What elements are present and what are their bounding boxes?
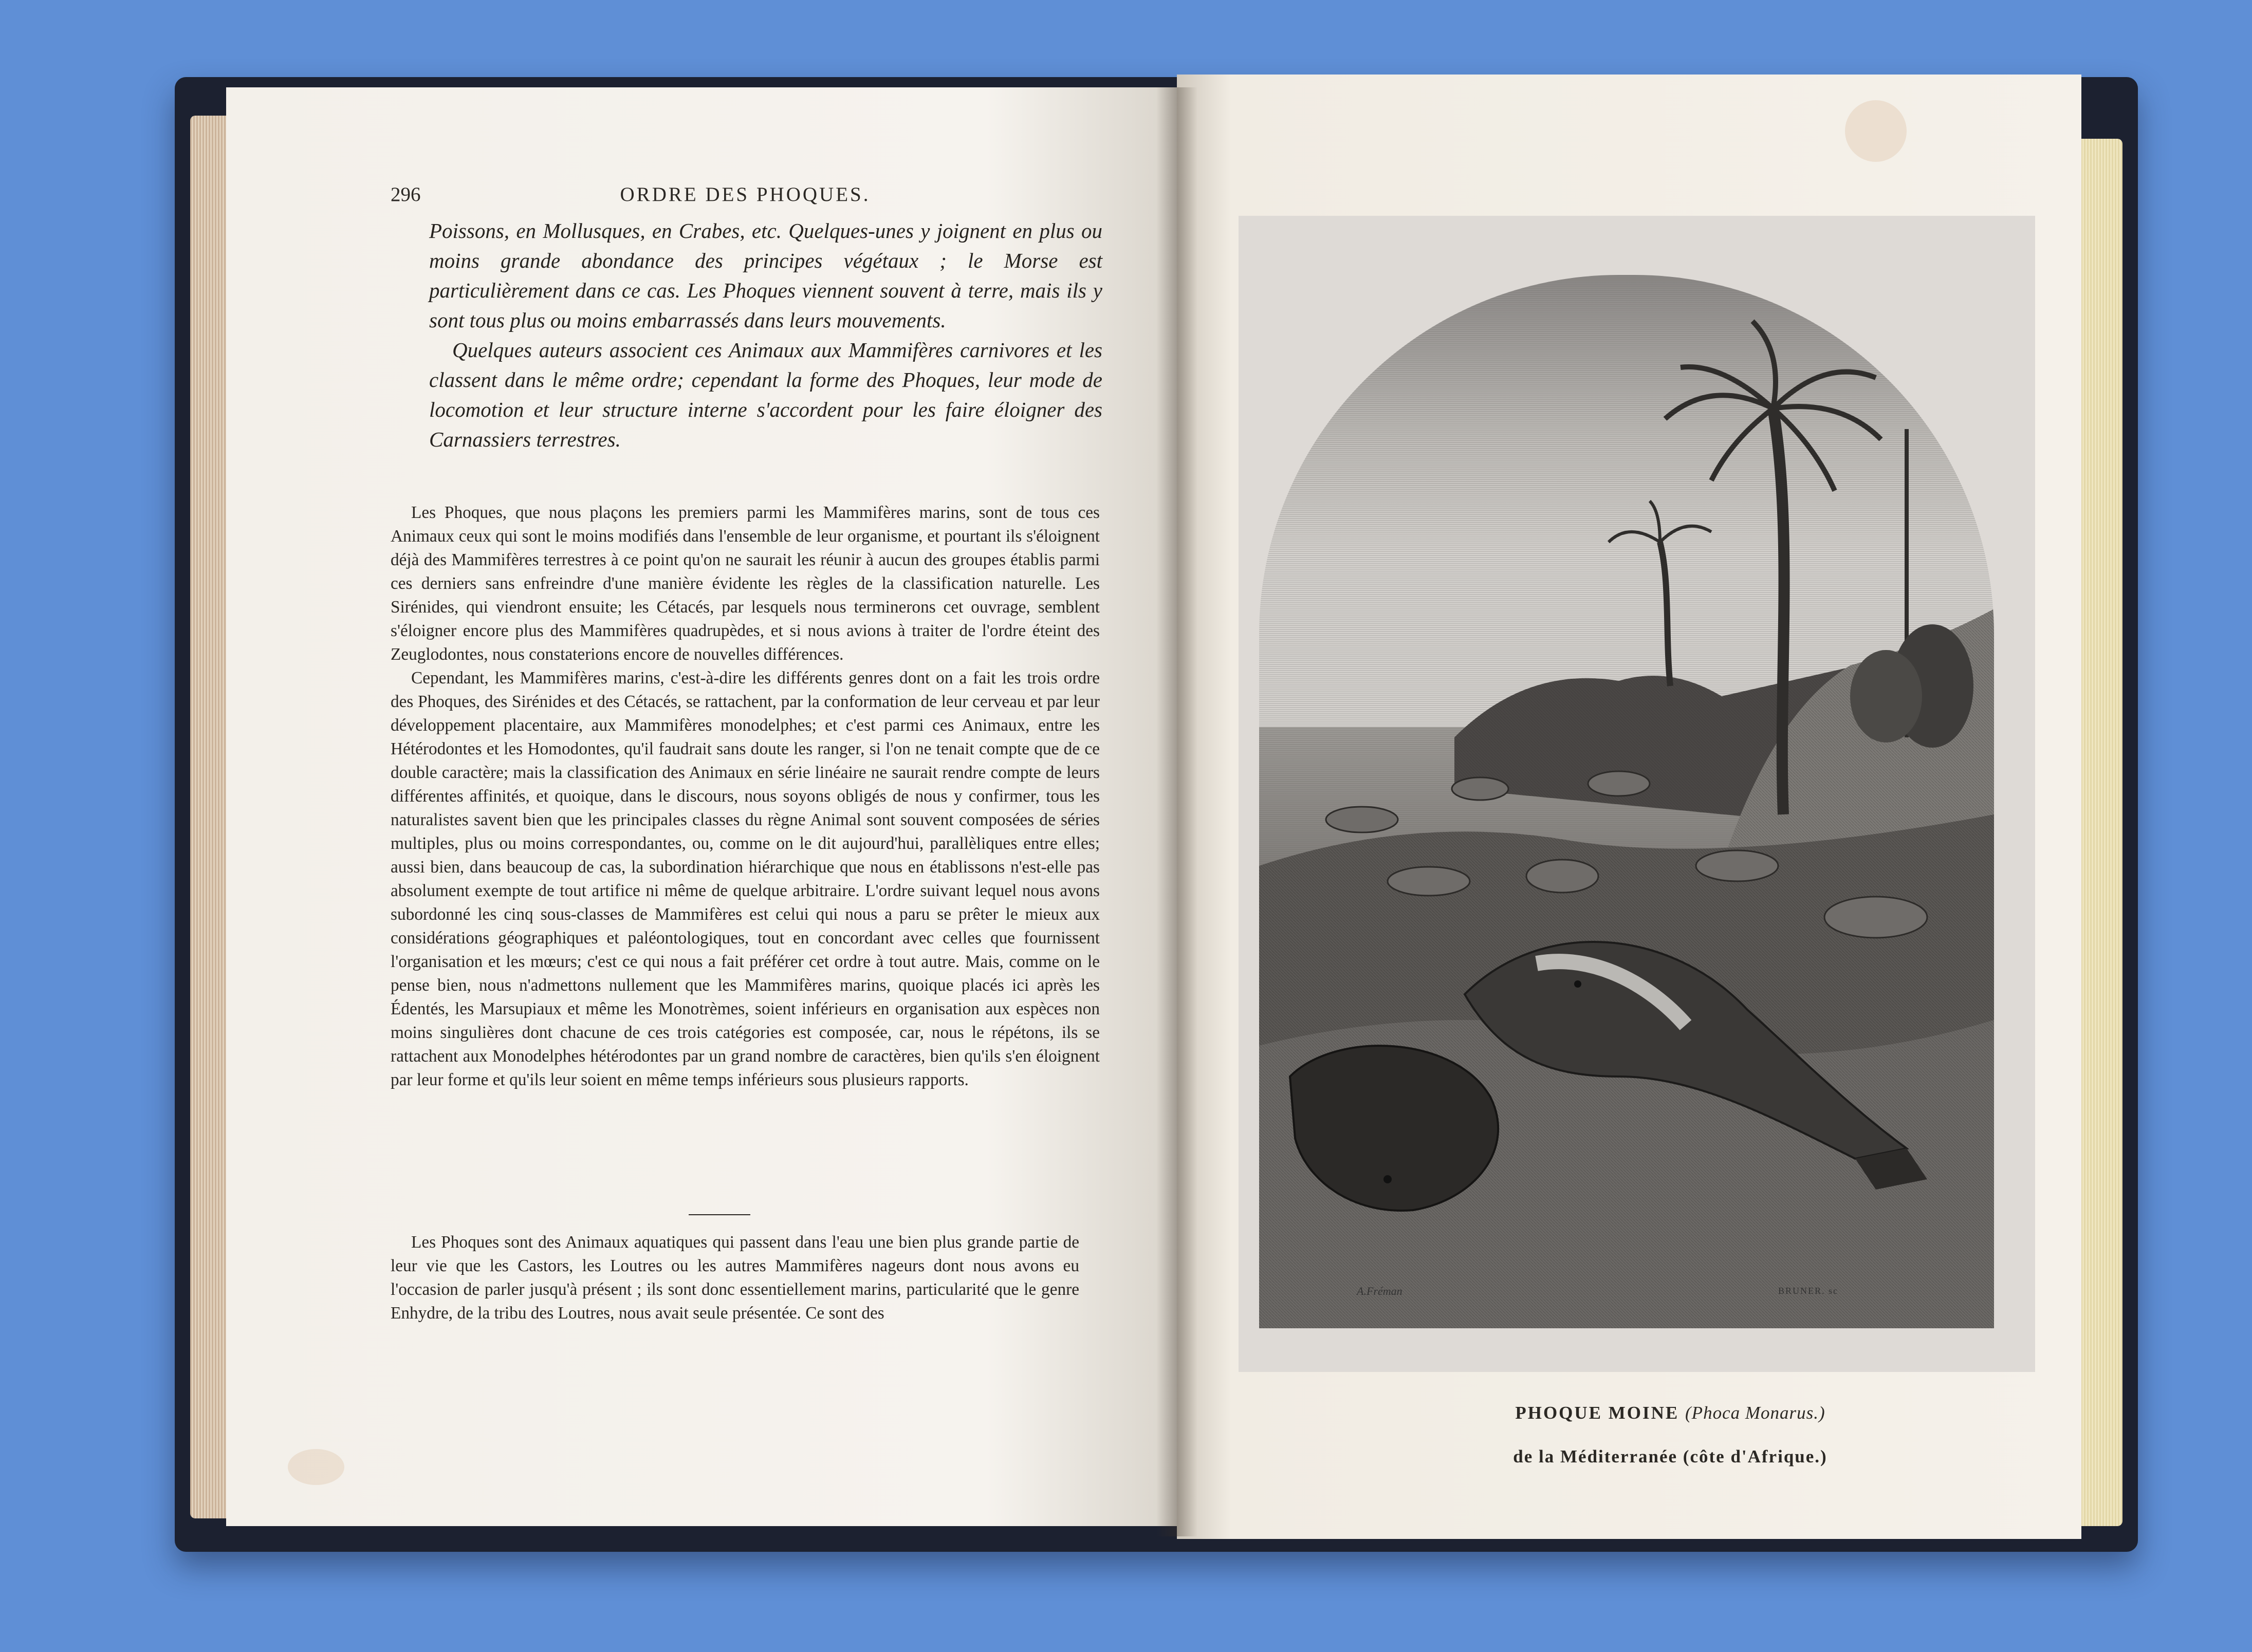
plate-caption-location: de la Méditerranée (côte d'Afrique.) <box>1513 1446 1828 1467</box>
paper-stain <box>288 1449 344 1485</box>
body-paragraph: Cependant, les Mammifères marins, c'est-à-dire les différents genres dont on a fait les trois ordre des Phoques, des Sirénides et des Cétacés, se rattachent, par la conformation de leur cerveau et par leur développement placentaire, aux Mammifères monodelphes; et c'est parmi ces Animaux, entre les Hétérodontes et les Homodontes, qu'il faudrait sans doute les ranger, si l'on ne tenait compte que de ce double caractère; mais la classification des Animaux en série linéaire ne saurait rendre compte de leurs différentes affinités, et quoique, dans le discours, nous soyons obligés de nous y confirmer, tous les naturalistes savent bien que les principales classes du règne Animal sont souvent composées de séries multiples, plus ou moins correspondantes, ou, comme on le dit aujourd'hui, parallèliques entre elles; aussi bien, dans beaucoup de cas, la subordination hiérarchique que nous en établissons n'est-elle pas absolument exempte de tout artifice ni même de quelque arbitraire. L'ordre suivant lequel nous avons subordonné les cinq sous-classes de Mammifères est celui qui nous a paru se prêter le mieux aux considérations géographiques et paléontologiques, tout en concordant avec celles que fournissent l'organisation et les mœurs; c'est ce qui nous a fait préférer cet ordre à tout autre. Mais, comme on le pense bien, nous n'admettons nullement que les Mammifères marins, quoique placés ici après les Édentés, les Marsupiaux et même les Monotrèmes, soient inférieurs en organisation aux espèces non moins singulières dont chacune de ces trois catégories est composée, car, nous le répétons, ils se rattachent aux Monodelphes hétérodontes par un grand nombre de caractères, bien qu'ils s'en éloignent par leur forme et qu'ils leur soient en même temps inférieurs sous plusieurs rapports. <box>391 669 1100 1089</box>
body-section <box>391 501 1100 1092</box>
page-number: 296 <box>391 183 421 206</box>
intro-paragraph: Quelques auteurs associent ces Animaux aux Mammifères carnivores et les classent dans le même ordre; cependant la forme des Phoques, leur mode de locomotion et leur structure interne s'accordent pour les faire éloigner des Carnassiers terrestres. <box>429 338 1102 451</box>
plate-caption-title <box>1490 1403 1850 1423</box>
engraver-signature: BRUNER. sc <box>1778 1286 1839 1296</box>
body-section-continued <box>391 1231 1079 1325</box>
page-edges-left <box>190 116 231 1518</box>
artist-signature: A.Fréman <box>1357 1285 1402 1297</box>
intro-section <box>429 216 1102 454</box>
section-divider <box>689 1214 750 1215</box>
page-edges-right <box>2076 139 2122 1526</box>
book-gutter <box>1156 87 1197 1536</box>
engraving-illustration <box>1259 275 1994 1328</box>
chapter-title: ORDRE DES PHOQUES. <box>620 183 871 206</box>
body-paragraph: Les Phoques, que nous plaçons les premiers parmi les Mammifères marins, sont de tous ces Animaux ceux qui sont le moins modifiés dans l'ensemble de leur organisme, et pourtant ils s'éloignent déjà des Mammifères terrestres à ce point qu'on ne saurait les réunir à aucun des groupes établis parmi ces derniers sans enfreindre d'une manière évidente les règles de la classification naturelle. Les Sirénides, qui viendront ensuite; les Cétacés, par lesquels nous terminerons cet ouvrage, semblent s'éloigner encore plus des Mammifères quadrupèdes, et si nous avions à traiter de l'ordre éteint des Zeuglodontes, nous constaterions encore de nouvelles différences. <box>391 503 1100 664</box>
caption-latin-name: (Phoca Monarus.) <box>1685 1403 1825 1423</box>
paper-stain <box>1845 100 1907 162</box>
monk-seal-engraving <box>1259 275 1994 1328</box>
body-paragraph: Les Phoques sont des Animaux aquatiques qui passent dans l'eau une bien plus grande partie de leur vie que les Castors, les Loutres ou les autres Mammifères nageurs dont nous avons eu l'occasion de parler jusqu'à présent ; ils sont donc essentiellement marins, particularité que le genre Enhydre, de la tribu des Loutres, nous avait seule présentée. Ce sont des <box>391 1233 1079 1323</box>
intro-paragraph: Poissons, en Mollusques, en Crabes, etc. Quelques-unes y joignent en plus ou moins grande abondance des principes végétaux ; le Morse est particulièrement dans ce cas. Les Phoques viennent souvent à terre, mais ils y sont tous plus ou moins embarrassés dans leurs mouvements. <box>429 219 1102 332</box>
caption-common-name: PHOQUE MOINE <box>1515 1403 1679 1423</box>
